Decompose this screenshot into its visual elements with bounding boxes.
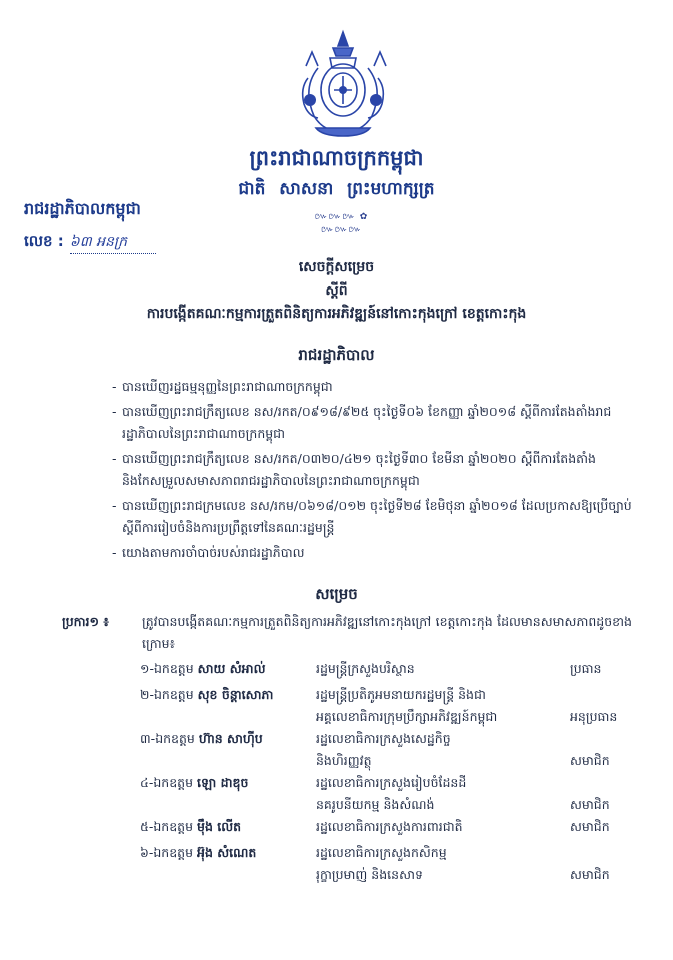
member-role: សមាជិក (570, 797, 610, 812)
member-name: សុខ ចិន្ដាសោភា (197, 687, 274, 702)
member-row (140, 771, 630, 815)
member-row (140, 841, 630, 885)
reference-label: លេខ : (24, 232, 64, 250)
member-position: រដ្ឋមន្ត្រីក្រសួងបរិស្ថាន (316, 661, 415, 676)
member-prefix: ៣-ឯកឧត្តម (140, 731, 195, 746)
member-name: សាយ សំអាល់ (197, 661, 266, 676)
member-role: ប្រធាន (570, 661, 602, 676)
preamble-list (112, 376, 642, 567)
section-decide-heading: សម្រេច (315, 585, 358, 603)
member-position: រដ្ឋមន្ត្រីប្រតិភូអមនាយករដ្ឋមន្ត្រី និងជា (316, 687, 486, 702)
national-motto: ជាតិ សាសនា ព្រះមហាក្សត្រ (238, 179, 435, 199)
member-name: ឡោ ដាឌុច (197, 775, 249, 790)
document-subject: ការបង្កើតគណៈកម្មការត្រួតពិនិត្យការអភិវឌ្ឍន៍នៅកោះកុងក្រៅ ខេត្តកោះកុង (146, 306, 527, 322)
preamble-item: - យោងតាមការចាំបាច់របស់រាជរដ្ឋាភិបាល (112, 542, 642, 564)
article-label: ប្រការ១ ៖ (62, 614, 109, 629)
member-row (140, 683, 630, 727)
member-prefix: ៦-ឯកឧត្តម (140, 845, 194, 860)
article-1 (62, 611, 632, 651)
member-role: អនុប្រធាន (570, 709, 618, 724)
reference-value: ៦៣ អនក្រ (70, 232, 156, 254)
member-role: សមាជិក (570, 819, 610, 834)
member-position-continued: នគរូបនីយកម្ម និងសំណង់ (316, 797, 435, 812)
ornament-divider: ៚៚៚ ✿ ៚៚៚ (314, 212, 369, 235)
member-prefix: ២-ឯកឧត្តម (140, 687, 194, 702)
member-prefix: ៤-ឯកឧត្តម (140, 775, 194, 790)
member-name: អ៊ុង សំណេត (197, 845, 257, 860)
member-position: រដ្ឋលេខាធិការក្រសួងកសិកម្ម (316, 845, 447, 860)
member-position-continued: រុក្ខាប្រមាញ់ និងនេសាទ (316, 867, 423, 882)
member-row (140, 657, 630, 683)
kingdom-name: ព្រះរាជាណាចក្រកម្ពុជា (249, 146, 424, 170)
member-position: រដ្ឋលេខាធិការក្រសួងសេដ្ឋកិច្ច (316, 731, 451, 746)
royal-coat-of-arms-emblem (288, 28, 398, 140)
members-list (140, 657, 630, 885)
member-name: ហ៊ាន សាហ៊ីប (198, 731, 263, 746)
reference-number (24, 232, 156, 254)
preamble-item: - បានឃើញព្រះរាជក្រឹត្យលេខ នស/រកត/០៣២០/៤២១ ចុះថ្ងៃទី៣០ ខែមីនា ឆ្នាំ២០២០ ស្ដីពីការតែងតាំង និងកែសម្រួលសមាសភាពរាជរដ្ឋាភិបាលនៃព្រះរាជាណាចក្រកម្ពុជា (112, 448, 642, 492)
member-position: រដ្ឋលេខាធិការក្រសួងការពារជាតិ (316, 819, 463, 834)
member-position-continued: និងហិរញ្ញវត្ថុ (316, 753, 372, 768)
preamble-item: - បានឃើញព្រះរាជក្រមលេខ នស/រកម/០៦១៨/០១២ ចុះថ្ងៃទី២៨ ខែមិថុនា ឆ្នាំ២០១៨ ដែលប្រកាសឱ្យប្រើច្បាប់ស្ដីពីការរៀបចំនិងការប្រព្រឹត្តទៅនៃគណៈរដ្ឋមន្ត្រី (112, 495, 642, 539)
member-row (140, 727, 630, 771)
preamble-item: - បានឃើញព្រះរាជក្រឹត្យលេខ នស/រកត/០៩១៨/៩២៥ ចុះថ្ងៃទី០៦ ខែកញ្ញា ឆ្នាំ២០១៨ ស្ដីពីការតែងតាំងរាជរដ្ឋាភិបាលនៃព្រះរាជាណាចក្រកម្ពុជា (112, 401, 642, 445)
document-title: សេចក្ដីសម្រេច (298, 259, 375, 275)
member-role: សមាជិក (570, 753, 610, 768)
member-row (140, 815, 630, 841)
member-position: រដ្ឋលេខាធិការក្រសួងរៀបចំដែនដី (316, 775, 467, 790)
member-position-continued: អគ្គលេខាធិការក្រុមប្រឹក្សាអភិវឌ្ឍន៍កម្ពុជា (316, 709, 498, 724)
document-title-connector: ស្ដីពី (325, 283, 348, 299)
member-role: សមាជិក (570, 867, 610, 882)
member-prefix: ១-ឯកឧត្តម (140, 661, 194, 676)
member-name: ម៉ឹង លើត (197, 819, 242, 834)
section-government-heading: រាជរដ្ឋាភិបាល (298, 346, 375, 364)
preamble-item: - បានឃើញរដ្ឋធម្មនុញ្ញនៃព្រះរាជាណាចក្រកម្ពុជា (112, 376, 642, 398)
issuing-government: រាជរដ្ឋាភិបាលកម្ពុជា (24, 199, 141, 218)
article-text: ត្រូវបានបង្កើតគណៈកម្មការត្រួតពិនិត្យការអភិវឌ្ឍនៅកោះកុងក្រៅ ខេត្តកោះកុង ដែលមានសមាសភាពដូចខាងក្រោម៖ (142, 614, 632, 651)
member-prefix: ៥-ឯកឧត្តម (140, 819, 194, 834)
